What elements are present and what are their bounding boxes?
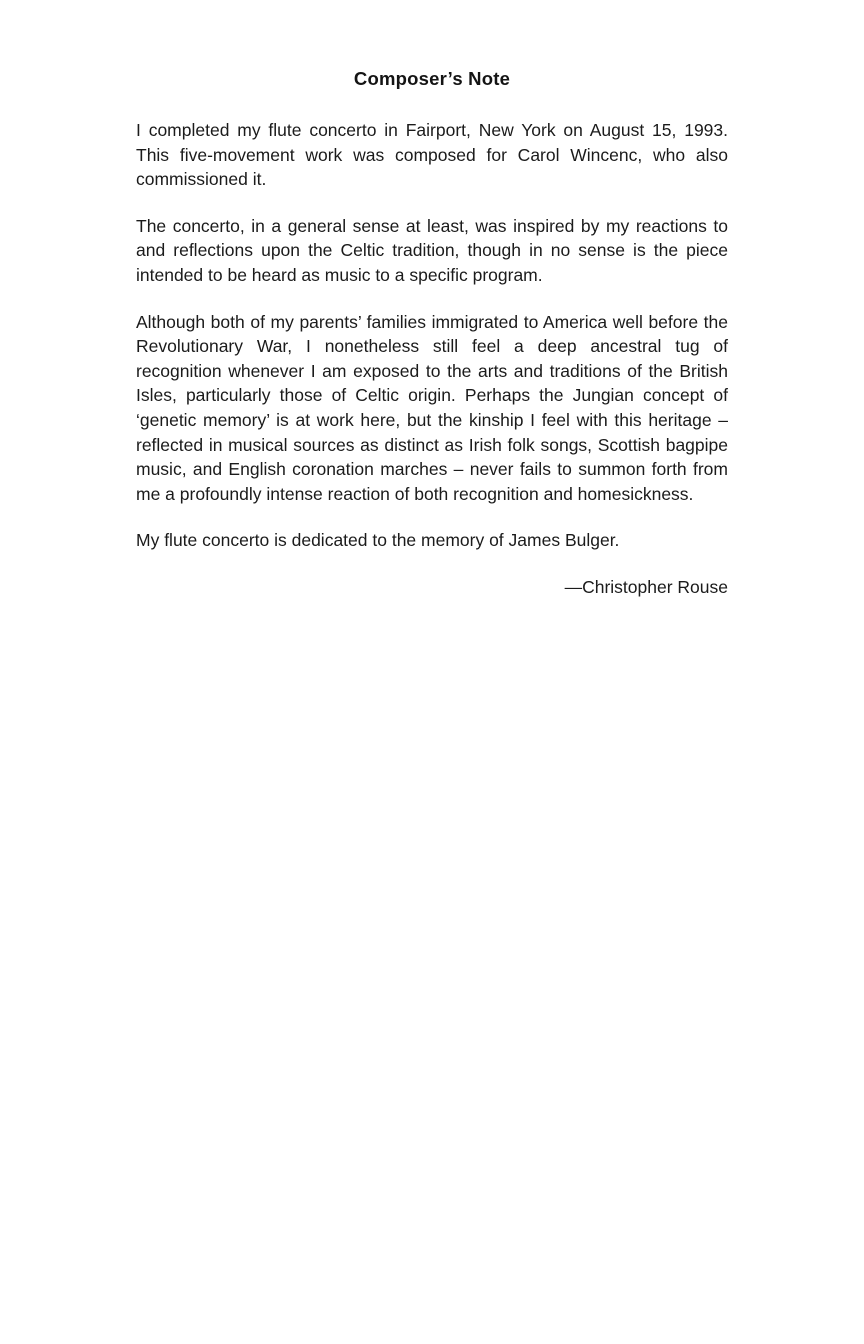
paragraph-1: I completed my flute concerto in Fairport, New York on August 15, 1993. This five-movement work was composed for Carol Wincenc, who also commissioned it. — [136, 120, 728, 190]
page-title: Composer’s Note — [353, 68, 511, 89]
paragraph-2: The concerto, in a general sense at least, was inspired by my reactions to and reflections upon the Celtic tradition, though in no sense is the piece intended to be heard as music to a specific program. — [136, 215, 728, 285]
paragraph-4: My flute concerto is dedicated to the memory of James Bulger. — [136, 530, 620, 551]
author-signature: —Christopher Rouse — [564, 576, 728, 597]
paragraph-3: Although both of my parents’ families immigrated to America well before the Revolutionary War, I nonetheless still feel a deep ancestral tug of recognition whenever I am exposed to the arts and traditions of the British Isles, particularly those of Celtic origin. Perhaps the Jungian concept of ‘genetic memory’ is at work here, but the kinship I feel with this heritage – reflected in musical sources as distinct as Irish folk songs, Scottish bagpipe music, and English coronation marches – never fails to summon forth from me a profoundly intense reaction of both recognition and homesickness. — [136, 311, 728, 504]
text-block — [136, 68, 728, 600]
